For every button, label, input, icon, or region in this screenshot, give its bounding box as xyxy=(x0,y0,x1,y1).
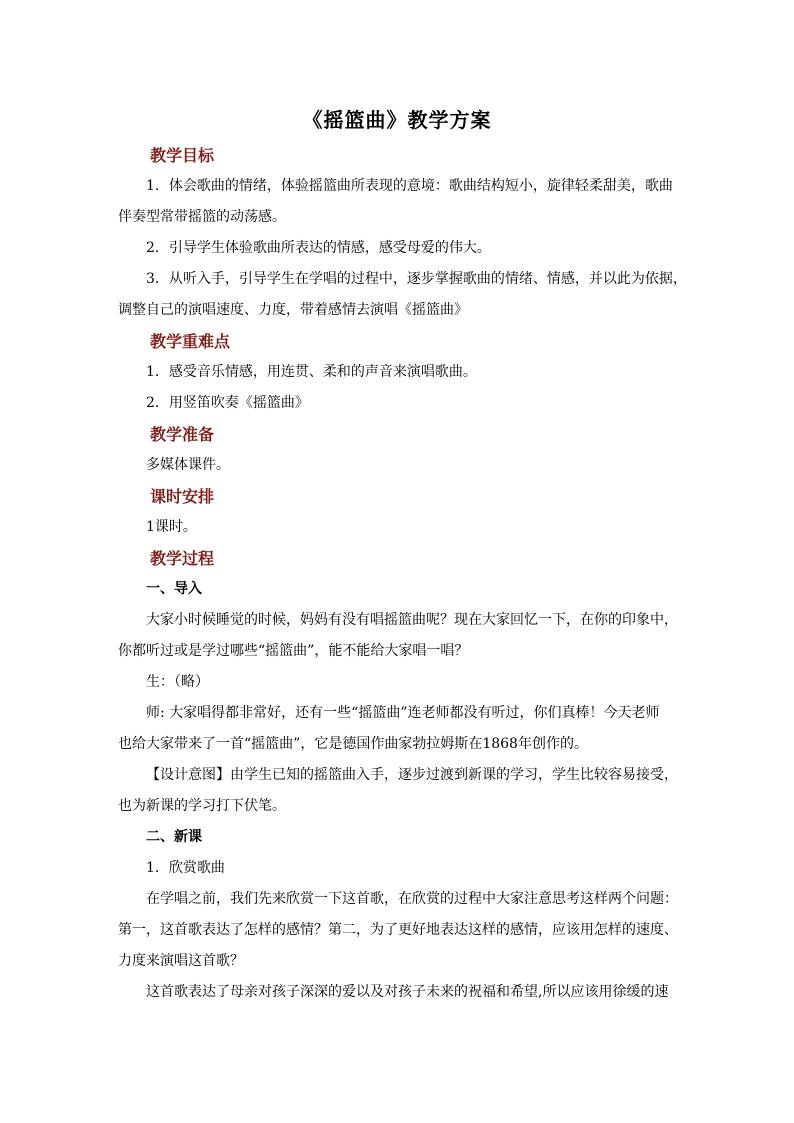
schedule-text: 1课时。 xyxy=(146,519,197,535)
document-title: 《摇篮曲》教学方案 xyxy=(302,108,492,132)
document-body xyxy=(118,140,687,1008)
goal-3-line-2: 调整自己的演唱速度、力度，带着感情去演唱《摇篮曲》 xyxy=(118,302,468,318)
preparation-heading: 教学准备 xyxy=(150,425,215,444)
preparation-text: 多媒体课件。 xyxy=(146,457,230,473)
goal-1-line-1: 1．体会歌曲的情绪，体验摇篮曲所表现的意境：歌曲结构短小，旋律轻柔甜美，歌曲 xyxy=(146,178,673,194)
new-lesson-paragraph-1-line-2: 第一，这首歌表达了怎样的感情？第二，为了更好地表达这样的感情，应该用怎样的速度、 xyxy=(118,922,678,938)
new-lesson-paragraph-2-line-1: 这首歌表达了母亲对孩子深深的爱以及对孩子未来的祝福和希望,所以应该用徐缓的速 xyxy=(146,984,669,1000)
new-lesson-subheading-1: 1．欣赏歌曲 xyxy=(146,860,225,876)
goal-1-line-2: 伴奏型常带摇篮的动荡感。 xyxy=(118,209,286,225)
intro-paragraph-1-line-1: 大家小时候睡觉的时候，妈妈有没有唱摇篮曲呢？现在大家回忆一下，在你的印象中， xyxy=(146,612,678,628)
key-points-heading: 教学重难点 xyxy=(150,332,231,351)
new-lesson-paragraph-1-line-3: 力度来演唱这首歌？ xyxy=(118,953,244,969)
goals-heading: 教学目标 xyxy=(150,146,215,165)
goal-3-line-1: 3．从听入手，引导学生在学唱的过程中，逐步掌握歌曲的情绪、情感，并以此为依据， xyxy=(146,271,687,287)
schedule-heading: 课时安排 xyxy=(150,487,215,506)
process-heading: 教学过程 xyxy=(150,549,215,568)
intro-paragraph-1-line-2: 你都听过或是学过哪些“摇篮曲”，能不能给大家唱一唱？ xyxy=(118,643,469,659)
intro-design-line-1: 【设计意图】由学生已知的摇篮曲入手，逐步过渡到新课的学习，学生比较容易接受， xyxy=(146,767,678,783)
key-point-2: 2．用竖笛吹奏《摇篮曲》 xyxy=(146,395,309,411)
intro-design-line-2: 也为新课的学习打下伏笔。 xyxy=(118,798,286,814)
intro-paragraph-2-line-2: 也给大家带来了一首“摇篮曲”，它是德国作曲家勃拉姆斯在1868年创作的。 xyxy=(118,736,588,752)
new-lesson-paragraph-1-line-1: 在学唱之前，我们先来欣赏一下这首歌，在欣赏的过程中大家注意思考这样两个问题： xyxy=(146,891,678,907)
intro-paragraph-2-line-1: 师: 大家唱得都非常好，还有一些“摇篮曲”连老师都没有听过，你们真棒！今天老师 xyxy=(146,705,660,721)
goal-2: 2．引导学生体验歌曲所表达的情感，感受母爱的伟大。 xyxy=(146,240,491,256)
intro-student-reply: 生：（略） xyxy=(146,674,209,690)
intro-heading: 一、导入 xyxy=(146,581,202,597)
new-lesson-heading: 二、新课 xyxy=(146,829,202,845)
key-point-1: 1．感受音乐情感，用连贯、柔和的声音来演唱歌曲。 xyxy=(146,364,477,380)
